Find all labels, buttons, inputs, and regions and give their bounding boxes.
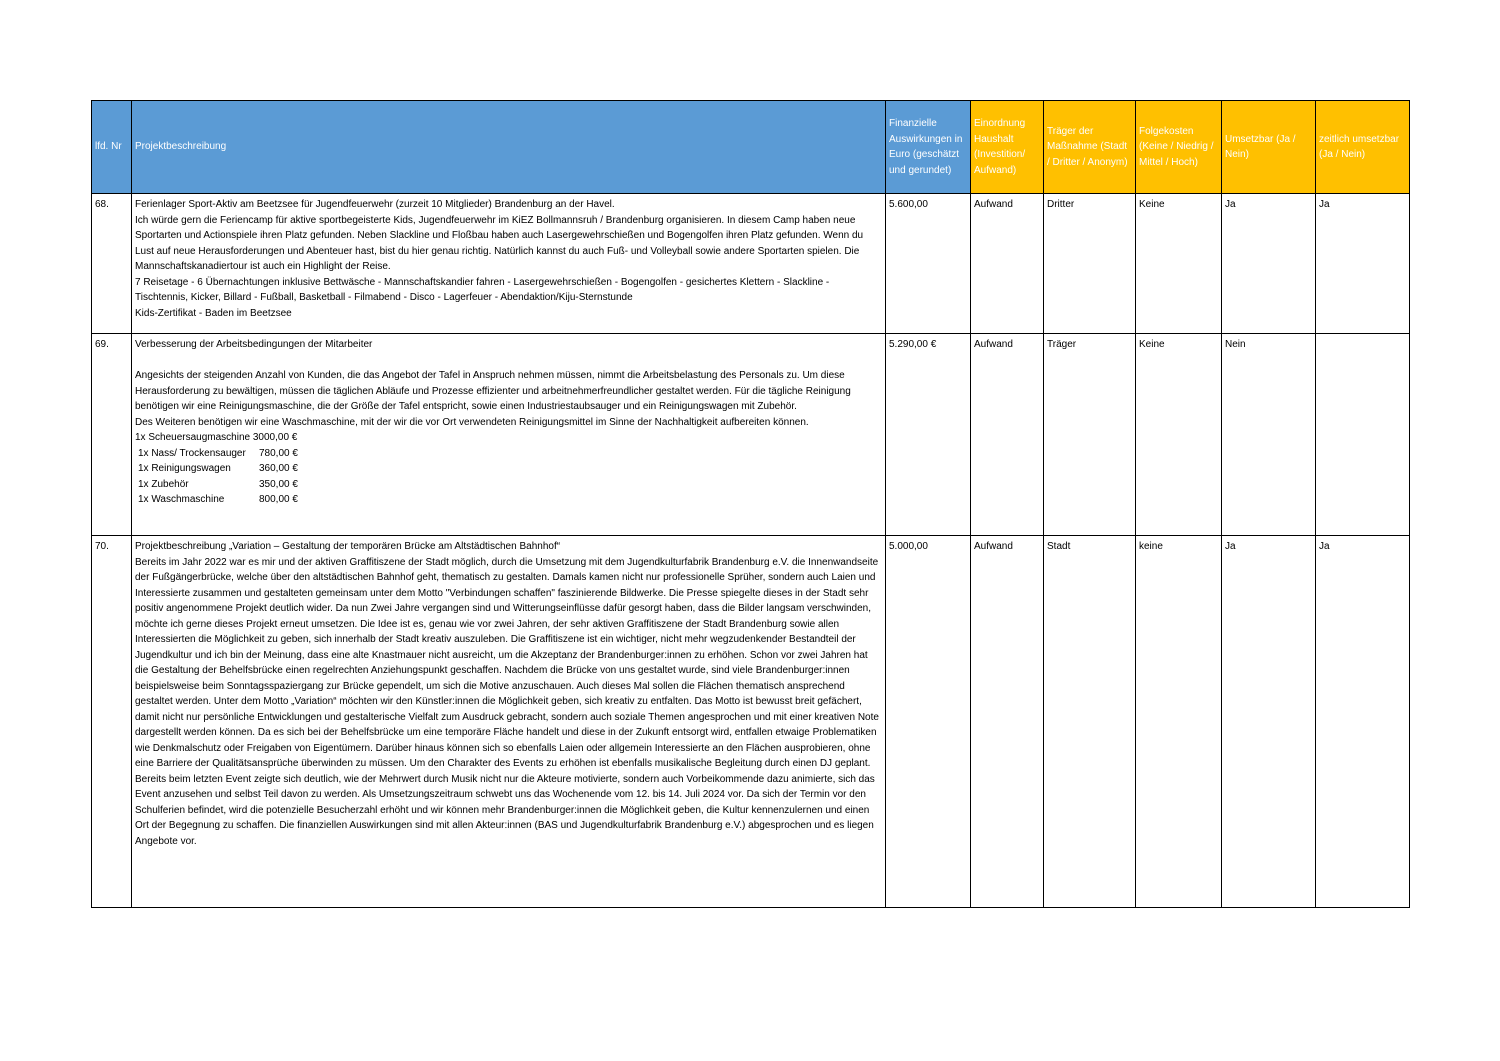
table-row — [92, 334, 1410, 536]
cell-zeitlich: Ja — [1316, 194, 1410, 334]
header-nr: lfd. Nr — [92, 101, 132, 194]
cell-finanziell: 5.000,00 — [886, 536, 971, 908]
header-traeger: Träger der Maßnahme (Stadt / Dritter / Anonym) — [1044, 101, 1136, 194]
list-item — [135, 446, 882, 462]
kosten-item: 1x Waschmaschine — [138, 494, 225, 505]
cell-zeitlich — [1316, 334, 1410, 536]
header-beschreibung: Projektbeschreibung — [132, 101, 886, 194]
cell-folgekosten: Keine — [1136, 194, 1222, 334]
cell-folgekosten: keine — [1136, 536, 1222, 908]
cell-folgekosten: Keine — [1136, 334, 1222, 536]
cell-traeger: Dritter — [1044, 194, 1136, 334]
list-item — [135, 477, 882, 493]
cell-beschreibung — [132, 536, 886, 908]
list-item — [135, 430, 882, 446]
header-einordnung: Einordnung Haushalt (Investition/ Aufwand) — [971, 101, 1044, 194]
cell-einordnung: Aufwand — [971, 334, 1044, 536]
cell-nr: 68. — [92, 194, 132, 334]
cell-beschreibung — [132, 194, 886, 334]
table-row — [92, 194, 1410, 334]
cell-beschreibung — [132, 334, 886, 536]
cell-nr: 69. — [92, 334, 132, 536]
cell-nr: 70. — [92, 536, 132, 908]
kosten-item: 1x Scheuersaugmaschine — [135, 432, 251, 443]
cell-finanziell: 5.290,00 € — [886, 334, 971, 536]
cell-umsetzbar: Ja — [1222, 194, 1316, 334]
beschreibung-text: Projektbeschreibung „Variation – Gestaltung der temporären Brücke am Altstädtischen Bahnhof“ Bereits im Jahr 2022 war es mir und der aktiven Graffitiszene der Stadt möglich, durch die Umsetzung mit dem Jugendkulturfabrik Brandenburg e.V. die Innenwandseite der Fußgängerbrücke, welche über den altstädtischen Bahnhof geht, thematisch zu gestalten. Damals kamen nicht nur professionelle Sprüher, sondern auch Laien und Interessierte zusammen und gestalteten gemeinsam unter dem Motto "Verbindungen schaffen" faszinierende Bildwerke. Die Presse spiegelte dieses in der Stadt sehr positiv angenommene Projekt deutlich wider. Da nun Zwei Jahre vergangen sind und Witterungseinflüsse dafür gesorgt haben, dass die Bilder langsam verschwinden, möchte ich gerne dieses Projekt erneut umsetzen. Die Idee ist es, genau wie vor zwei Jahren, der sehr aktiven Graffitiszene der Stadt Brandenburg sowie allen Interessierten die Möglichkeit zu geben, sich innerhalb der Stadt kreativ auszuleben. Die Graffitiszene ist ein wichtiger, nicht mehr wegzudenkender Bestandteil der Jugendkultur und ich bin der Meinung, dass eine alte Knastmauer nicht ausreicht, um die Akzeptanz der Brandenburger:innen zu erhöhen. Schon vor zwei Jahren hat die Gestaltung der Behelfsbrücke einen regelrechten Anziehungspunkt geschaffen. Nachdem die Brücke von uns gestaltet wurde, sind viele Brandenburger:innen beispielsweise beim Sonntagsspaziergang zur Brücke gependelt, um sich die Motive anzuschauen. Auch dieses Mal sollen die Flächen thematisch ansprechend gestaltet werden. Unter dem Motto „Variation“ möchten wir den Künstler:innen die Möglichkeit geben, sich kreativ zu entfalten. Das Motto ist bewusst breit gefächert, damit nicht nur persönliche Entwicklungen und gestalterische Vielfalt zum Ausdruck gebracht, sondern auch soziale Themen angesprochen und mit einer kreativen Note dargestellt werden können. Da es sich bei der Behelfsbrücke um eine temporäre Fläche handelt und diese in der Zukunft entsorgt wird, entfallen etwaige Problematiken wie Denkmalschutz oder Freigaben von Eigentümern. Darüber hinaus können sich so ebenfalls Laien oder allgemein Interessierte an den Flächen ausprobieren, ohne eine Barriere der Qualitätsansprüche überwinden zu müssen. Um den Charakter des Events zu erhöhen ist ebenfalls musikalische Begleitung durch einen DJ geplant. Bereits beim letzten Event zeigte sich deutlich, wie der Mehrwert durch Musik nicht nur die Akteure motivierte, sondern auch Vorbeikommende dazu animierte, sich das Event anzusehen und selbst Teil davon zu werden. Als Umsetzungszeitraum schwebt uns das Wochenende vom 12. bis 14. Juli 2024 vor. Da sich der Termin vor den Schulferien befindet, wird die potenzielle Besucherzahl erhöht und wir können mehr Brandenburger:innen die Möglichkeit geben, die Kultur kennenzulernen und einen Ort der Begegnung zu schaffen. Die finanziellen Auswirkungen sind mit allen Akteur:innen (BAS und Jugendkulturfabrik Brandenburg e.V.) abgesprochen und es liegen Angebote vor. — [135, 541, 879, 847]
cell-umsetzbar: Nein — [1222, 334, 1316, 536]
header-folgekosten: Folgekosten (Keine / Niedrig / Mittel / Hoch) — [1136, 101, 1222, 194]
kosten-item: 1x Reinigungswagen — [138, 463, 231, 474]
cell-traeger: Stadt — [1044, 536, 1136, 908]
kosten-preis: 360,00 € — [259, 463, 298, 474]
beschreibung-text: Ferienlager Sport-Aktiv am Beetzsee für Jugendfeuerwehr (zurzeit 10 Mitglieder) Brandenburg an der Havel. Ich würde gern die Feriencamp für aktive sportbegeisterte Kids, Jugendfeuerwehr im KiEZ Bollmannsruh / Brandenburg organisieren. In diesem Camp haben neue Sportarten und Actionspiele ihren Platz gefunden. Neben Slackline und Floßbau haben auch Lasergewehrschießen und Bogengolfen ihren Platz gefunden. Wenn du Lust auf neue Herausforderungen und Abenteuer hast, bist du hier genau richtig. Natürlich kannst du auch Fuß- und Volleyball sowie andere Sportarten spielen. Die Mannschaftskanadiertour ist auch ein Highlight der Reise. 7 Reisetage - 6 Übernachtungen inklusive Bettwäsche - Mannschaftskandier fahren - Lasergewehrschießen - Bogengolfen - gesichertes Klettern - Slackline - Tischtennis, Kicker, Billard - Fußball, Basketball - Filmabend - Disco - Lagerfeuer - Abendaktion/Kiju-Sternstunde Kids-Zertifikat - Baden im Beetzsee — [135, 199, 864, 319]
cell-zeitlich: Ja — [1316, 536, 1410, 908]
header-finanziell: Finanzielle Auswirkungen in Euro (geschätzt und gerundet) — [886, 101, 971, 194]
cell-einordnung: Aufwand — [971, 194, 1044, 334]
kosten-item: 1x Nass/ Trockensauger — [138, 447, 246, 459]
header-umsetzbar: Umsetzbar (Ja / Nein) — [1222, 101, 1316, 194]
table-row — [92, 536, 1410, 908]
projekt-tabelle — [91, 100, 1410, 908]
cell-finanziell: 5.600,00 — [886, 194, 971, 334]
cell-umsetzbar: Ja — [1222, 536, 1316, 908]
kosten-liste — [135, 430, 882, 508]
list-item — [135, 492, 882, 508]
kosten-preis: 3000,00 € — [252, 432, 298, 443]
header-row — [92, 101, 1410, 194]
header-zeitlich: zeitlich umsetzbar (Ja / Nein) — [1316, 101, 1410, 194]
cell-einordnung: Aufwand — [971, 536, 1044, 908]
beschreibung-text: Verbesserung der Arbeitsbedingungen der Mitarbeiter Angesichts der steigenden Anzahl von Kunden, die das Angebot der Tafel in Anspruch nehmen müssen, nimmt die Arbeitsbelastung des Personals zu. Um diese Herausforderung zu bewältigen, müssen die täglichen Abläufe und Prozesse effizienter und arbeitnehmerfreundlicher gestaltet werden. Für die tägliche Reinigung benötigen wir eine Reinigungsmaschine, die der Größe der Tafel entspricht, sowie einen Industriestaubsauger und ein Reinigungswagen mit Zubehör. Des Weiteren benötigen wir eine Waschmaschine, mit der wir die vor Ort verwendeten Reinigungsmittel im Sinne der Nachhaltigkeit aufbereiten können. — [135, 339, 851, 428]
kosten-preis: 800,00 € — [259, 494, 298, 505]
kosten-preis: 350,00 € — [259, 478, 298, 490]
kosten-item: 1x Zubehör — [138, 478, 189, 490]
list-item — [135, 461, 882, 477]
cell-traeger: Träger — [1044, 334, 1136, 536]
kosten-preis: 780,00 € — [259, 447, 298, 459]
